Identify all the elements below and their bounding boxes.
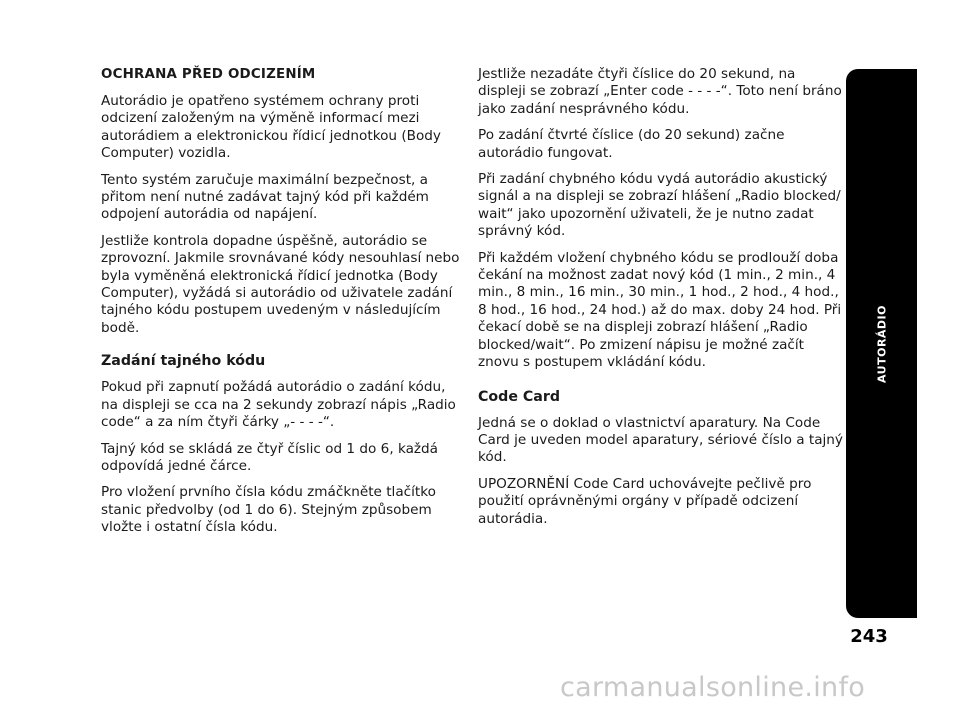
watermark: carmanualsonline.info [560, 672, 866, 703]
paragraph: Při zadání chybného kódu vydá autorádio akustický signál a na displeji se zobrazí hlášení „Radio blocked/ wait“ jako upozornění uživateli, že je nutno zadat správný kód. [478, 171, 841, 240]
chapter-side-tab [846, 69, 917, 618]
chapter-label: AUTORÁDIO [875, 304, 888, 383]
paragraph: Autorádio je opatřeno systémem ochrany proti odcizení založeným na výměně informací mezi autorádiem a elektronickou řídicí jednotkou (Body Computer) vozidla. [101, 93, 441, 162]
paragraph: Při každém vložení chybného kódu se prodlouží doba čekání na možnost zadat nový kód (1 min., 2 min., 4 min., 8 min., 16 min., 30 min., 1 hod., 2 hod., 4 hod., 8 hod., 16 hod., 24 hod.) až do max. doby 24 hod. Při čekací době se na displeji zobrazí hlášení „Radio blocked/wait“. Po zmizení nápisu je možné začít znovu s postupem vkládání kódu. [478, 249, 842, 371]
paragraph: Tajný kód se skládá ze čtyř číslic od 1 do 6, každá odpovídá jedné čárce. [101, 440, 439, 474]
right-column [478, 66, 844, 537]
paragraph: Tento systém zaručuje maximální bezpečnost, a přitom není nutné zadávat tajný kód při každém odpojení autorádia od napájení. [101, 171, 429, 223]
left-column [101, 66, 461, 546]
subheading-code-card: Code Card [478, 388, 561, 405]
paragraph: Pokud při zapnutí požádá autorádio o zadání kódu, na displeji se cca na 2 sekundy zobrazí nápis „Radio code“ a za ním čtyři čárky „- - - -“. [101, 379, 456, 431]
paragraph: Jedná se o doklad o vlastnictví aparatury. Na Code Card je uveden model aparatury, sériové číslo a tajný kód. [478, 414, 843, 466]
subheading-secret-code: Zadání tajného kódu [101, 353, 266, 370]
paragraph: Po zadání čtvrté číslice (do 20 sekund) začne autorádio fungovat. [478, 127, 785, 161]
paragraph: Jestliže kontrola dopadne úspěšně, autorádio se zprovozní. Jakmile srovnávané kódy nesouhlasí nebo byla vyměněná elektronická řídicí jednotka (Body Computer), vyžádá si autorádio od uživatele zadání tajného kódu postupem uvedeným v následujícím bodě. [101, 232, 460, 336]
paragraph: Jestliže nezadáte čtyři číslice do 20 sekund, na displeji se zobrazí „Enter code - - - -“. Toto není bráno jako zadání nesprávného kódu. [478, 66, 842, 117]
paragraph: UPOZORNĚNÍ Code Card uchovávejte pečlivě pro použití oprávněnými orgány v případě odcizení autorádia. [478, 475, 812, 527]
page-number: 243 [850, 626, 888, 647]
paragraph: Pro vložení prvního čísla kódu zmáčkněte tlačítko stanic předvolby (od 1 do 6). Stejným způsobem vložte i ostatní čísla kódu. [101, 484, 436, 536]
section-title: OCHRANA PŘED ODCIZENÍM [101, 67, 316, 82]
